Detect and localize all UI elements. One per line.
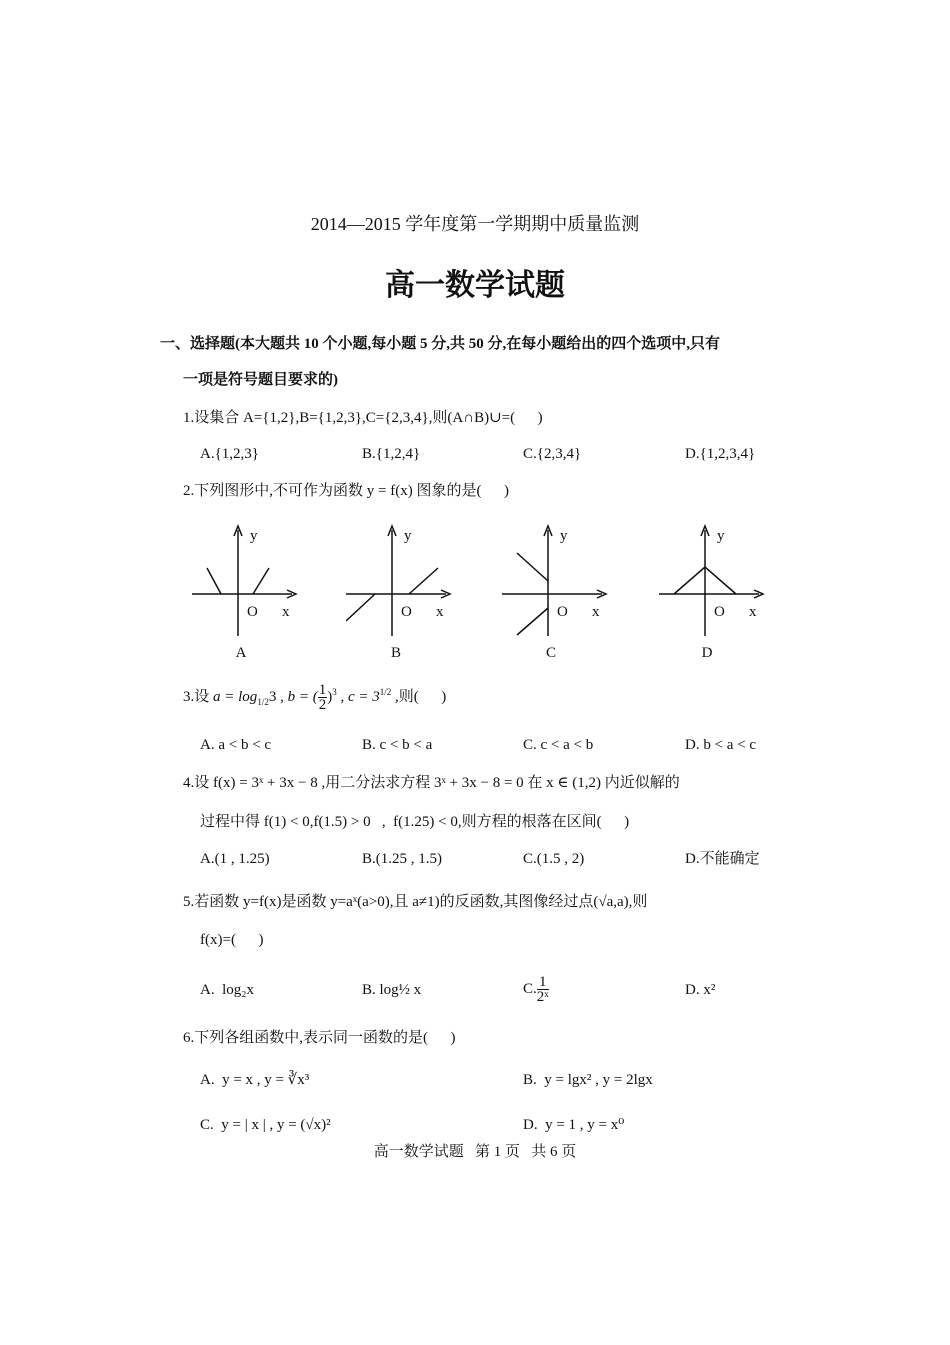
- q3-prefix: 3.设: [183, 689, 214, 705]
- exam-subtitle: 2014—2015 学年度第一学期期中质量监测: [310, 214, 640, 234]
- q4-option-c: C.(1.5 , 2): [523, 851, 585, 867]
- q6-option-b: B. y = lgx² , y = 2lgx: [523, 1072, 653, 1088]
- q1-option-d: D.{1,2,3,4}: [685, 446, 756, 462]
- q3-option-d: D. b < a < c: [685, 737, 757, 753]
- q1-option-a: A.{1,2,3}: [200, 446, 259, 462]
- q6-option-d: D. y = 1 , y = x⁰: [523, 1117, 625, 1133]
- q5-option-a: A. log₂x: [200, 982, 254, 998]
- x-label: x: [436, 604, 444, 620]
- question-2: 2.下列图形中,不可作为函数 y = f(x) 图象的是( ): [183, 483, 509, 499]
- curve: [517, 553, 548, 581]
- origin-label: O: [714, 604, 725, 620]
- q3-a-base: 1/2: [257, 697, 269, 707]
- q3-c-exp: 1/2: [379, 687, 392, 697]
- q1-option-c: C.{2,3,4}: [523, 446, 582, 462]
- graph-d: [659, 524, 769, 649]
- graph-d-label: D: [701, 645, 713, 661]
- q3-b-close: ): [327, 689, 333, 705]
- origin-label: O: [401, 604, 412, 620]
- graph-a-label: A: [235, 645, 247, 661]
- y-label: y: [560, 528, 568, 544]
- curve: [207, 568, 221, 594]
- q3-c: , c = 3: [336, 689, 380, 705]
- numerator: 1: [318, 682, 327, 699]
- x-label: x: [282, 604, 290, 620]
- graph-c: [502, 524, 612, 649]
- curve: [517, 608, 548, 635]
- curve: [253, 568, 269, 594]
- q5-option-b: B. log½ x: [362, 982, 422, 998]
- q6-option-a: A. y = x , y = ∛x³: [200, 1072, 310, 1088]
- question-6: 6.下列各组函数中,表示同一函数的是( ): [183, 1030, 456, 1046]
- section-heading-cont: 一项是符号题目要求的): [183, 372, 338, 388]
- denominator: 2ˣ: [536, 989, 549, 1006]
- denominator: 2: [318, 697, 327, 714]
- q4-option-a: A.(1 , 1.25): [200, 851, 270, 867]
- question-5-cont: f(x)=( ): [200, 932, 264, 948]
- q3-a: a = log: [213, 689, 258, 705]
- q5-option-d: D. x²: [685, 982, 716, 998]
- question-1: 1.设集合 A={1,2},B={1,2,3},C={2,3,4},则(A∩B)∪=( ): [183, 410, 543, 426]
- q5-option-c: [523, 972, 549, 1006]
- origin-label: O: [557, 604, 568, 620]
- numerator: 1: [537, 975, 549, 990]
- q3-b-exp: 3: [332, 687, 337, 697]
- q4-option-b: B.(1.25 , 1.5): [362, 851, 442, 867]
- fraction: [537, 975, 549, 1004]
- q3-suffix: ,则( ): [391, 689, 447, 705]
- page-footer: 高一数学试题 第 1 页 共 6 页: [373, 1144, 577, 1160]
- x-label: x: [592, 604, 600, 620]
- y-label: y: [404, 528, 412, 544]
- exam-title: 高一数学试题: [385, 269, 565, 302]
- q3-a-arg: 3: [268, 689, 277, 705]
- graph-b: [346, 524, 456, 649]
- q3-b-fraction: [318, 683, 328, 712]
- question-3: [183, 682, 446, 712]
- option-prefix: C.: [523, 981, 537, 997]
- q3-option-b: B. c < b < a: [362, 737, 433, 753]
- question-5: 5.若函数 y=f(x)是函数 y=aˣ(a>0),且 a≠1)的反函数,其图像经过点(√a,a),则: [183, 894, 648, 910]
- question-4: 4.设 f(x) = 3ˣ + 3x − 8 ,用二分法求方程 3ˣ + 3x − 8 = 0 在 x ∈ (1,2) 内近似解的: [183, 775, 680, 791]
- y-label: y: [717, 528, 725, 544]
- y-label: y: [250, 528, 258, 544]
- graph-a: [192, 524, 302, 649]
- x-label: x: [749, 604, 757, 620]
- curve: [409, 568, 438, 594]
- origin-label: O: [247, 604, 258, 620]
- q6-option-c: C. y = | x | , y = (√x)²: [200, 1117, 331, 1133]
- graph-c-label: C: [545, 645, 556, 661]
- graph-b-label: B: [390, 645, 401, 661]
- curve: [346, 594, 375, 621]
- q3-option-a: A. a < b < c: [200, 737, 272, 753]
- section-heading: 一、选择题(本大题共 10 个小题,每小题 5 分,共 50 分,在每小题给出的四个选项中,只有: [160, 336, 720, 352]
- q3-option-c: C. c < a < b: [523, 737, 594, 753]
- q3-b: , b = (: [276, 689, 318, 705]
- q4-option-d: D.不能确定: [685, 851, 760, 867]
- q1-option-b: B.{1,2,4}: [362, 446, 421, 462]
- question-4-cont: 过程中得 f(1) < 0,f(1.5) > 0 , f(1.25) < 0,则方程的根落在区间( ): [200, 814, 630, 830]
